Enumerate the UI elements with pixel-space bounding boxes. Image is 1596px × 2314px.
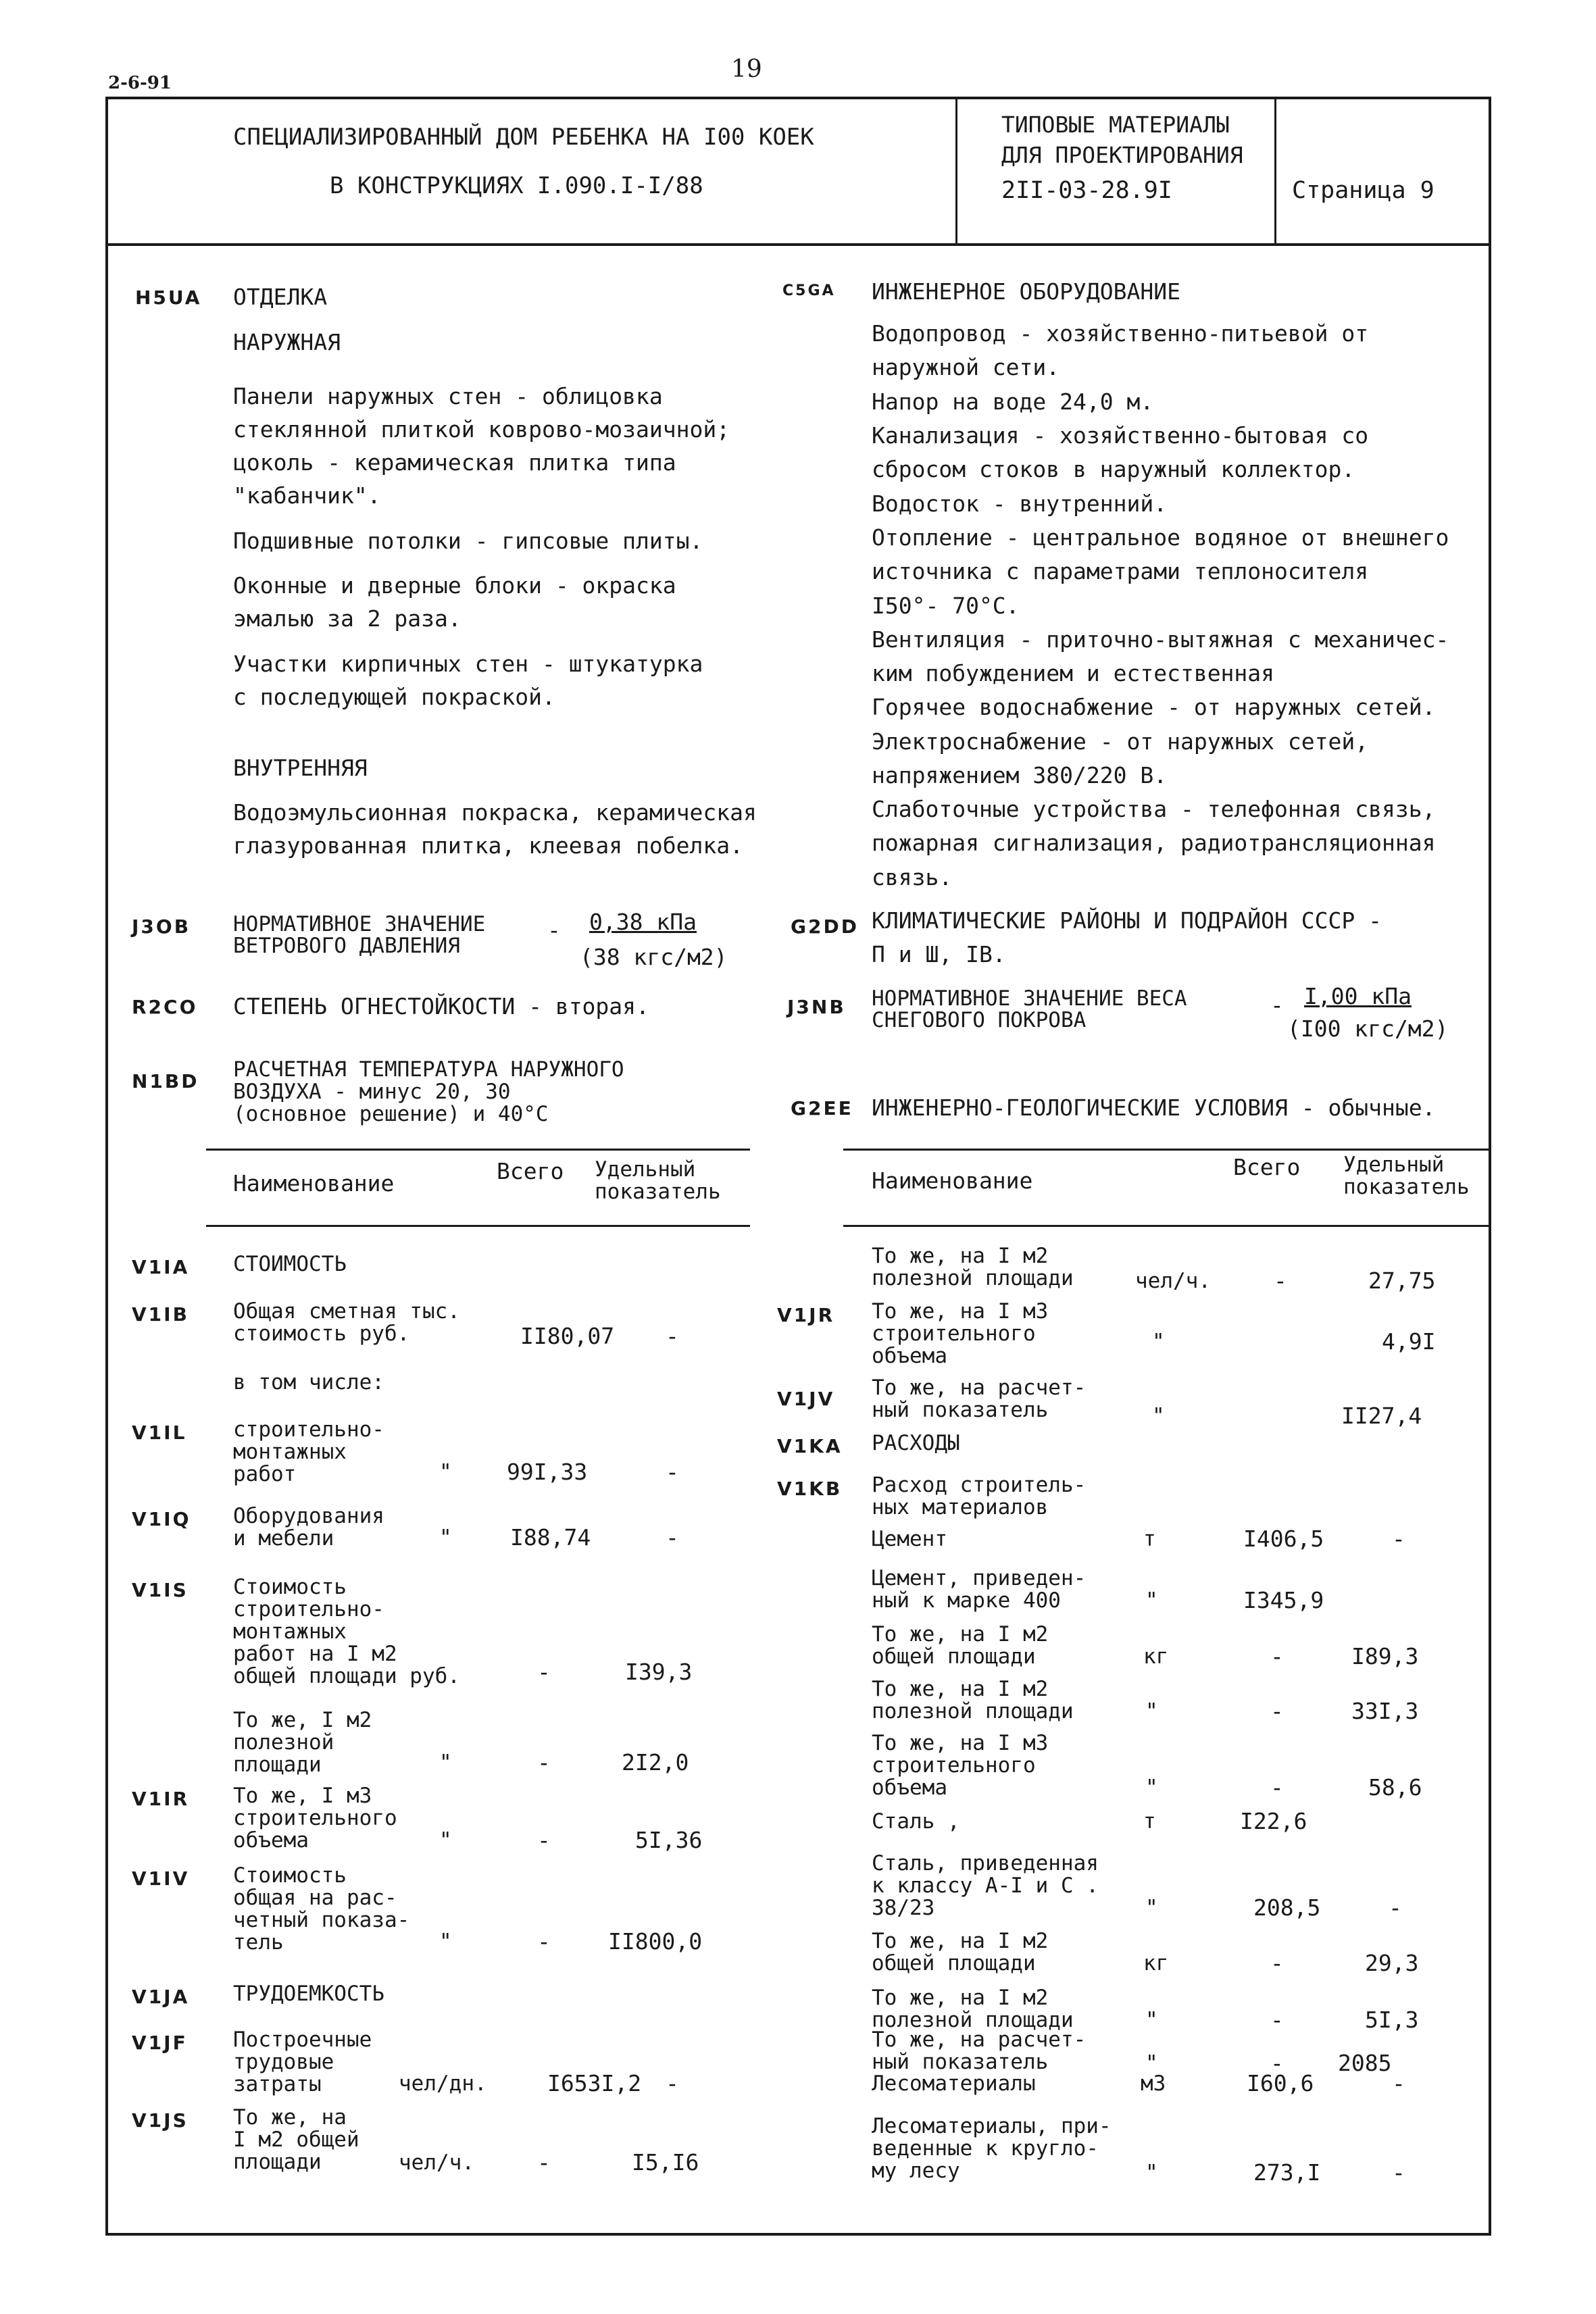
- row-code: V1JA: [132, 1986, 190, 2008]
- row-total: -: [1270, 2007, 1284, 2033]
- row-total: -: [1270, 1950, 1284, 1976]
- row-name-line: строительно-: [233, 1597, 384, 1621]
- equipment-line: Водопровод - хозяйственно-питьевой от: [872, 320, 1369, 347]
- geo-code: G2EE: [791, 1097, 853, 1120]
- row-name-line: строительно-: [233, 1417, 384, 1442]
- table-header-rule-top: [843, 1149, 1489, 1151]
- paragraph-line: Оконные и дверные блоки - окраска: [233, 572, 676, 599]
- row-total: 273,I: [1253, 2159, 1321, 2186]
- fire-resistance: СТЕПЕНЬ ОГНЕСТОЙКОСТИ - вторая.: [233, 993, 649, 1020]
- wind-label-line2: ВЕТРОВОГО ДАВЛЕНИЯ: [233, 934, 460, 958]
- row-spec: 5I,3: [1365, 2007, 1419, 2033]
- paragraph-line: глазурованная плитка, клеевая побелка.: [233, 832, 743, 859]
- row-unit: т: [1143, 1809, 1156, 1834]
- equipment-line: I50°- 70°С.: [872, 593, 1020, 619]
- col-name-header: Наименование: [233, 1170, 395, 1197]
- row-name-line: полезной площади: [872, 1699, 1074, 1724]
- header-divider: [107, 243, 1490, 246]
- row-name-line: То же, на расчет-: [872, 2028, 1087, 2052]
- row-name-line: Общая сметная тыс.: [233, 1299, 460, 1324]
- row-code: V1IL: [132, 1422, 187, 1444]
- equipment-title: ИНЖЕНЕРНОЕ ОБОРУДОВАНИЕ: [872, 278, 1180, 305]
- col-total-header: Всего: [1233, 1154, 1301, 1180]
- table-header-rule-bottom: [843, 1225, 1489, 1227]
- row-name-line: затраты: [233, 2072, 322, 2096]
- paragraph-line: эмалью за 2 раза.: [233, 605, 462, 632]
- wind-value-kpa: 0,38 кПа: [589, 909, 697, 935]
- row-unit: ": [1145, 1588, 1158, 1613]
- row-name-line: тель: [233, 1930, 284, 1955]
- row-unit: ": [439, 1751, 452, 1775]
- snow-value-kgs: (I00 кгс/м2): [1287, 1015, 1449, 1042]
- row-name-line: То же, I м3: [233, 1784, 372, 1808]
- row-unit: т: [1143, 1527, 1156, 1551]
- wind-value-kgs: (38 кгс/м2): [580, 944, 728, 970]
- row-name-line: трудовые: [233, 2050, 334, 2074]
- row-name-line: 38/23: [872, 1896, 935, 1920]
- climate-code: G2DD: [791, 915, 859, 938]
- row-unit: чел/ч.: [399, 2150, 474, 2175]
- row-name-line: общая на рас-: [233, 1886, 397, 1910]
- frame-top: [107, 97, 1490, 99]
- row-spec: I5,I6: [632, 2149, 699, 2175]
- row-total: 99I,33: [507, 1459, 588, 1485]
- row-name-line: полезной площади: [872, 1266, 1074, 1290]
- row-name-line: строительного: [872, 1753, 1036, 1778]
- row-name-line: работ на I м2: [233, 1642, 397, 1666]
- row-name-line: То же, I м2: [233, 1708, 372, 1732]
- col-total-header: Всего: [497, 1158, 564, 1184]
- row-name-line: строительного: [872, 1322, 1036, 1346]
- page-number: 19: [731, 55, 762, 83]
- row-name-line: Стоимость: [233, 1863, 347, 1888]
- wind-label-line1: НОРМАТИВНОЕ ЗНАЧЕНИЕ: [233, 912, 486, 936]
- col-spec-header-line1: Удельный: [1343, 1153, 1445, 1177]
- paragraph-line: Водоэмульсионная покраска, керамическая: [233, 799, 757, 826]
- row-name-line: РАСХОДЫ: [872, 1431, 960, 1455]
- row-unit: ": [1145, 2008, 1158, 2032]
- row-name-line: площади: [233, 1753, 322, 1777]
- row-name-line: работ: [233, 1462, 297, 1486]
- header-page-label: Страница 9: [1292, 177, 1435, 204]
- row-spec: -: [666, 1524, 679, 1551]
- row-unit: ": [1145, 1896, 1158, 1920]
- row-unit: ": [439, 1526, 452, 1550]
- row-spec: -: [666, 1459, 679, 1485]
- row-name-line: Цемент, приведен-: [872, 1566, 1087, 1590]
- equipment-line: Вентиляция - приточно-вытяжная с механичес-: [872, 626, 1449, 653]
- row-name-line: То же, на I м2: [872, 1244, 1049, 1268]
- row-total: I88,74: [510, 1524, 591, 1551]
- equipment-line: сбросом стоков в наружный коллектор.: [872, 456, 1355, 482]
- row-code: V1IS: [132, 1579, 189, 1601]
- row-name-line: объема: [872, 1776, 947, 1800]
- row-name-line: веденные к кругло-: [872, 2136, 1099, 2161]
- equipment-line: Канализация - хозяйственно-бытовая со: [872, 422, 1369, 449]
- row-name-line: ный показатель: [872, 1398, 1049, 1422]
- row-total: I22,6: [1240, 1808, 1307, 1834]
- row-total: -: [537, 1659, 551, 1685]
- frame-bottom: [107, 2233, 1490, 2236]
- paragraph-line: с последующей покраской.: [233, 684, 555, 710]
- row-name-line: Оборудования: [233, 1504, 384, 1528]
- equipment-line: связь.: [872, 864, 953, 890]
- equipment-line: Отопление - центральное водяное от внешнего: [872, 524, 1449, 551]
- row-spec: 2085: [1338, 2050, 1392, 2076]
- row-unit: ": [1152, 1404, 1165, 1428]
- row-name-line: Сталь, приведенная: [872, 1851, 1099, 1876]
- row-code: V1KA: [777, 1435, 843, 1457]
- equipment-line: ким побуждением и естественная: [872, 660, 1275, 686]
- row-name-line: I м2 общей: [233, 2128, 359, 2152]
- row-name-line: строительного: [233, 1806, 397, 1830]
- col-spec-header-line1: Удельный: [595, 1157, 696, 1182]
- row-name-line: То же, на: [233, 2105, 347, 2130]
- row-spec: -: [1392, 2070, 1405, 2096]
- row-total: -: [537, 1827, 551, 1853]
- row-name-line: ных материалов: [872, 1495, 1049, 1519]
- row-code: V1IB: [132, 1303, 189, 1326]
- row-name-line: СТОИМОСТЬ: [233, 1252, 347, 1276]
- equipment-line: Электроснабжение - от наружных сетей,: [872, 728, 1369, 755]
- row-name-line: площади: [233, 2150, 322, 2174]
- equipment-line: источника с параметрами теплоносителя: [872, 558, 1369, 584]
- row-name-line: в том числе:: [233, 1370, 384, 1394]
- row-name-line: му лесу: [872, 2159, 960, 2183]
- row-total: II80,07: [520, 1323, 615, 1349]
- row-name-line: и мебели: [233, 1526, 334, 1551]
- section-code: H5UA: [135, 286, 202, 309]
- row-name-line: к классу А-I и С .: [872, 1873, 1099, 1898]
- row-name-line: То же, на I м2: [872, 1677, 1049, 1701]
- header-series-line1: ТИПОВЫЕ МАТЕРИАЛЫ: [1001, 111, 1230, 138]
- row-spec: 29,3: [1365, 1950, 1419, 1976]
- row-spec: I39,3: [625, 1659, 693, 1685]
- row-spec: -: [1392, 1526, 1405, 1552]
- inner-finish-title: ВНУТРЕННЯЯ: [233, 755, 368, 781]
- row-name-line: ный к марке 400: [872, 1588, 1061, 1613]
- equipment-line: Напор на воде 24,0 м.: [872, 388, 1154, 415]
- row-code: V1IA: [132, 1256, 190, 1278]
- row-code: V1KB: [777, 1478, 843, 1500]
- row-code: V1JS: [132, 2109, 189, 2132]
- row-spec: -: [666, 1323, 679, 1349]
- row-total: -: [537, 1928, 551, 1955]
- row-spec: I89,3: [1351, 1643, 1419, 1669]
- equipment-line: наружной сети.: [872, 354, 1060, 380]
- row-name-line: общей площади руб.: [233, 1664, 460, 1688]
- row-name-line: То же, на I м3: [872, 1731, 1049, 1755]
- row-unit: ": [1145, 2051, 1158, 2076]
- row-total: I406,5: [1243, 1526, 1324, 1552]
- row-unit: кг: [1143, 1644, 1169, 1669]
- row-total: -: [1270, 2050, 1284, 2076]
- temp-line3: (основное решение) и 40°С: [233, 1102, 549, 1126]
- col-spec-header-line2: показатель: [595, 1180, 721, 1204]
- paragraph-line: Участки кирпичных стен - штукатурка: [233, 651, 703, 677]
- geo-conditions: ИНЖЕНЕРНО-ГЕОЛОГИЧЕСКИЕ УСЛОВИЯ - обычные.: [872, 1095, 1436, 1121]
- header-title-line1: СПЕЦИАЛИЗИРОВАННЫЙ ДОМ РЕБЕНКА НА I00 КОЕК: [233, 124, 814, 151]
- row-name-line: Расход строитель-: [872, 1473, 1087, 1497]
- paragraph-line: Панели наружных стен - облицовка: [233, 383, 663, 409]
- snow-value-kpa: I,00 кПа: [1304, 983, 1412, 1009]
- row-spec: 58,6: [1368, 1774, 1422, 1801]
- header-vsep2: [1274, 97, 1276, 245]
- header-series-line2: ДЛЯ ПРОЕКТИРОВАНИЯ: [1001, 142, 1243, 168]
- temp-code: N1BD: [132, 1070, 199, 1092]
- row-name-line: Лесоматериалы, при-: [872, 2114, 1112, 2138]
- snow-dash: -: [1270, 992, 1284, 1018]
- section-title: ОТДЕЛКА: [233, 284, 328, 310]
- row-unit: ": [1145, 1776, 1158, 1800]
- row-name-line: полезной площади: [872, 2008, 1074, 2032]
- snow-code: J3NB: [787, 996, 846, 1018]
- row-name-line: ТРУДОЕМКОСТЬ: [233, 1982, 384, 2006]
- row-name-line: общей площади: [872, 1644, 1036, 1669]
- temp-line1: РАСЧЕТНАЯ ТЕМПЕРАТУРА НАРУЖНОГО: [233, 1057, 624, 1082]
- row-unit: м3: [1141, 2071, 1166, 2096]
- header-title-line2: В КОНСТРУКЦИЯХ I.090.I-I/88: [330, 172, 703, 199]
- row-total: -: [537, 2149, 551, 2175]
- climate-line2: П и Ш, IB.: [872, 941, 1006, 967]
- row-spec: -: [1389, 1894, 1402, 1921]
- row-unit: ": [1145, 2161, 1158, 2185]
- row-name-line: полезной: [233, 1730, 334, 1755]
- row-name-line: Цемент: [872, 1527, 947, 1551]
- climate-line1: КЛИМАТИЧЕСКИЕ РАЙОНЫ И ПОДРАЙОН СССР -: [872, 907, 1382, 934]
- row-total: -: [1270, 1643, 1284, 1669]
- row-name-line: объема: [872, 1344, 947, 1368]
- snow-label-line2: СНЕГОВОГО ПОКРОВА: [872, 1008, 1087, 1032]
- fire-code: R2CO: [132, 996, 198, 1018]
- header-series-line3: 2II-03-28.9I: [1001, 177, 1172, 204]
- row-name-line: четный показа-: [233, 1908, 410, 1932]
- row-unit: ": [1152, 1330, 1165, 1354]
- paragraph-line: "кабанчик".: [233, 482, 381, 509]
- row-name-line: Сталь ,: [872, 1809, 960, 1834]
- col-spec-header-line2: показатель: [1343, 1175, 1470, 1199]
- row-unit: ": [439, 1930, 452, 1954]
- frame-right: [1489, 97, 1491, 2236]
- row-spec: 4,9I: [1382, 1328, 1436, 1355]
- row-name-line: То же, на I м3: [872, 1299, 1049, 1324]
- row-total: -: [1270, 1774, 1284, 1801]
- row-spec: -: [666, 2070, 679, 2096]
- equipment-line: Горячее водоснабжение - от наружных сетей.: [872, 694, 1436, 720]
- row-total: I60,6: [1247, 2070, 1314, 2096]
- row-name-line: То же, на I м2: [872, 1929, 1049, 1953]
- table-header-rule-bottom: [206, 1225, 750, 1227]
- row-name-line: стоимость руб.: [233, 1322, 410, 1346]
- row-name-line: ный показатель: [872, 2050, 1049, 2074]
- snow-label-line1: НОРМАТИВНОЕ ЗНАЧЕНИЕ ВЕСА: [872, 986, 1187, 1011]
- row-name-line: монтажных: [233, 1440, 347, 1464]
- row-name-line: То же, на I м2: [872, 1986, 1049, 2010]
- row-total: I345,9: [1243, 1587, 1324, 1613]
- equipment-code: C5GA: [782, 282, 836, 299]
- row-total: I653I,2: [547, 2070, 642, 2096]
- row-unit: чел/дн.: [399, 2071, 487, 2096]
- row-code: V1JF: [132, 2032, 188, 2054]
- frame-left: [105, 97, 108, 2236]
- row-spec: 33I,3: [1351, 1698, 1419, 1724]
- equipment-line: Слаботочные устройства - телефонная связь,: [872, 796, 1436, 822]
- row-name-line: монтажных: [233, 1619, 347, 1644]
- col-name-header: Наименование: [872, 1167, 1033, 1194]
- row-unit: ": [439, 1828, 452, 1853]
- row-code: V1IV: [132, 1867, 190, 1890]
- paragraph-line: стеклянной плиткой коврово-мозаичной;: [233, 416, 730, 443]
- paragraph-line: цоколь - керамическая плитка типа: [233, 449, 676, 476]
- row-name-line: объема: [233, 1828, 309, 1853]
- row-code: V1IQ: [132, 1508, 191, 1530]
- row-name-line: Построечные: [233, 2028, 372, 2052]
- paragraph-line: Подшивные потолки - гипсовые плиты.: [233, 528, 703, 554]
- row-name-line: То же, на расчет-: [872, 1376, 1087, 1400]
- corner-code: 2-6-91: [108, 73, 172, 93]
- row-total: 208,5: [1253, 1894, 1321, 1921]
- wind-dash: -: [547, 917, 561, 943]
- row-spec: II800,0: [608, 1928, 703, 1955]
- row-code: V1JR: [777, 1304, 835, 1326]
- row-code: V1IR: [132, 1788, 190, 1810]
- equipment-line: пожарная сигнализация, радиотрансляционная: [872, 830, 1436, 856]
- row-spec: II27,4: [1341, 1403, 1422, 1429]
- row-name-line: Лесоматериалы: [872, 2071, 1036, 2096]
- header-vsep1: [955, 97, 957, 245]
- wind-code: J3OB: [132, 915, 191, 938]
- row-spec: 5I,36: [635, 1827, 703, 1853]
- table-header-rule-top: [206, 1149, 750, 1151]
- equipment-line: Водосток - внутренний.: [872, 491, 1168, 517]
- row-spec: 27,75: [1368, 1267, 1436, 1294]
- temp-line2: ВОЗДУХА - минус 20, 30: [233, 1080, 511, 1104]
- row-name-line: общей площади: [872, 1951, 1036, 1976]
- row-name-line: То же, на I м2: [872, 1622, 1049, 1646]
- row-total: -: [1270, 1698, 1284, 1724]
- section-subtitle: НАРУЖНАЯ: [233, 329, 341, 355]
- row-unit: ": [439, 1460, 452, 1484]
- row-code: V1JV: [777, 1388, 835, 1410]
- row-unit: ": [1145, 1699, 1158, 1724]
- row-total: -: [537, 1749, 551, 1776]
- row-unit: кг: [1143, 1951, 1169, 1976]
- equipment-line: напряжением 380/220 В.: [872, 762, 1168, 788]
- row-unit: чел/ч.: [1135, 1269, 1211, 1293]
- row-total: -: [1274, 1267, 1287, 1294]
- row-spec: -: [1392, 2159, 1405, 2186]
- row-spec: 2I2,0: [622, 1749, 689, 1776]
- row-name-line: Стоимость: [233, 1575, 347, 1599]
